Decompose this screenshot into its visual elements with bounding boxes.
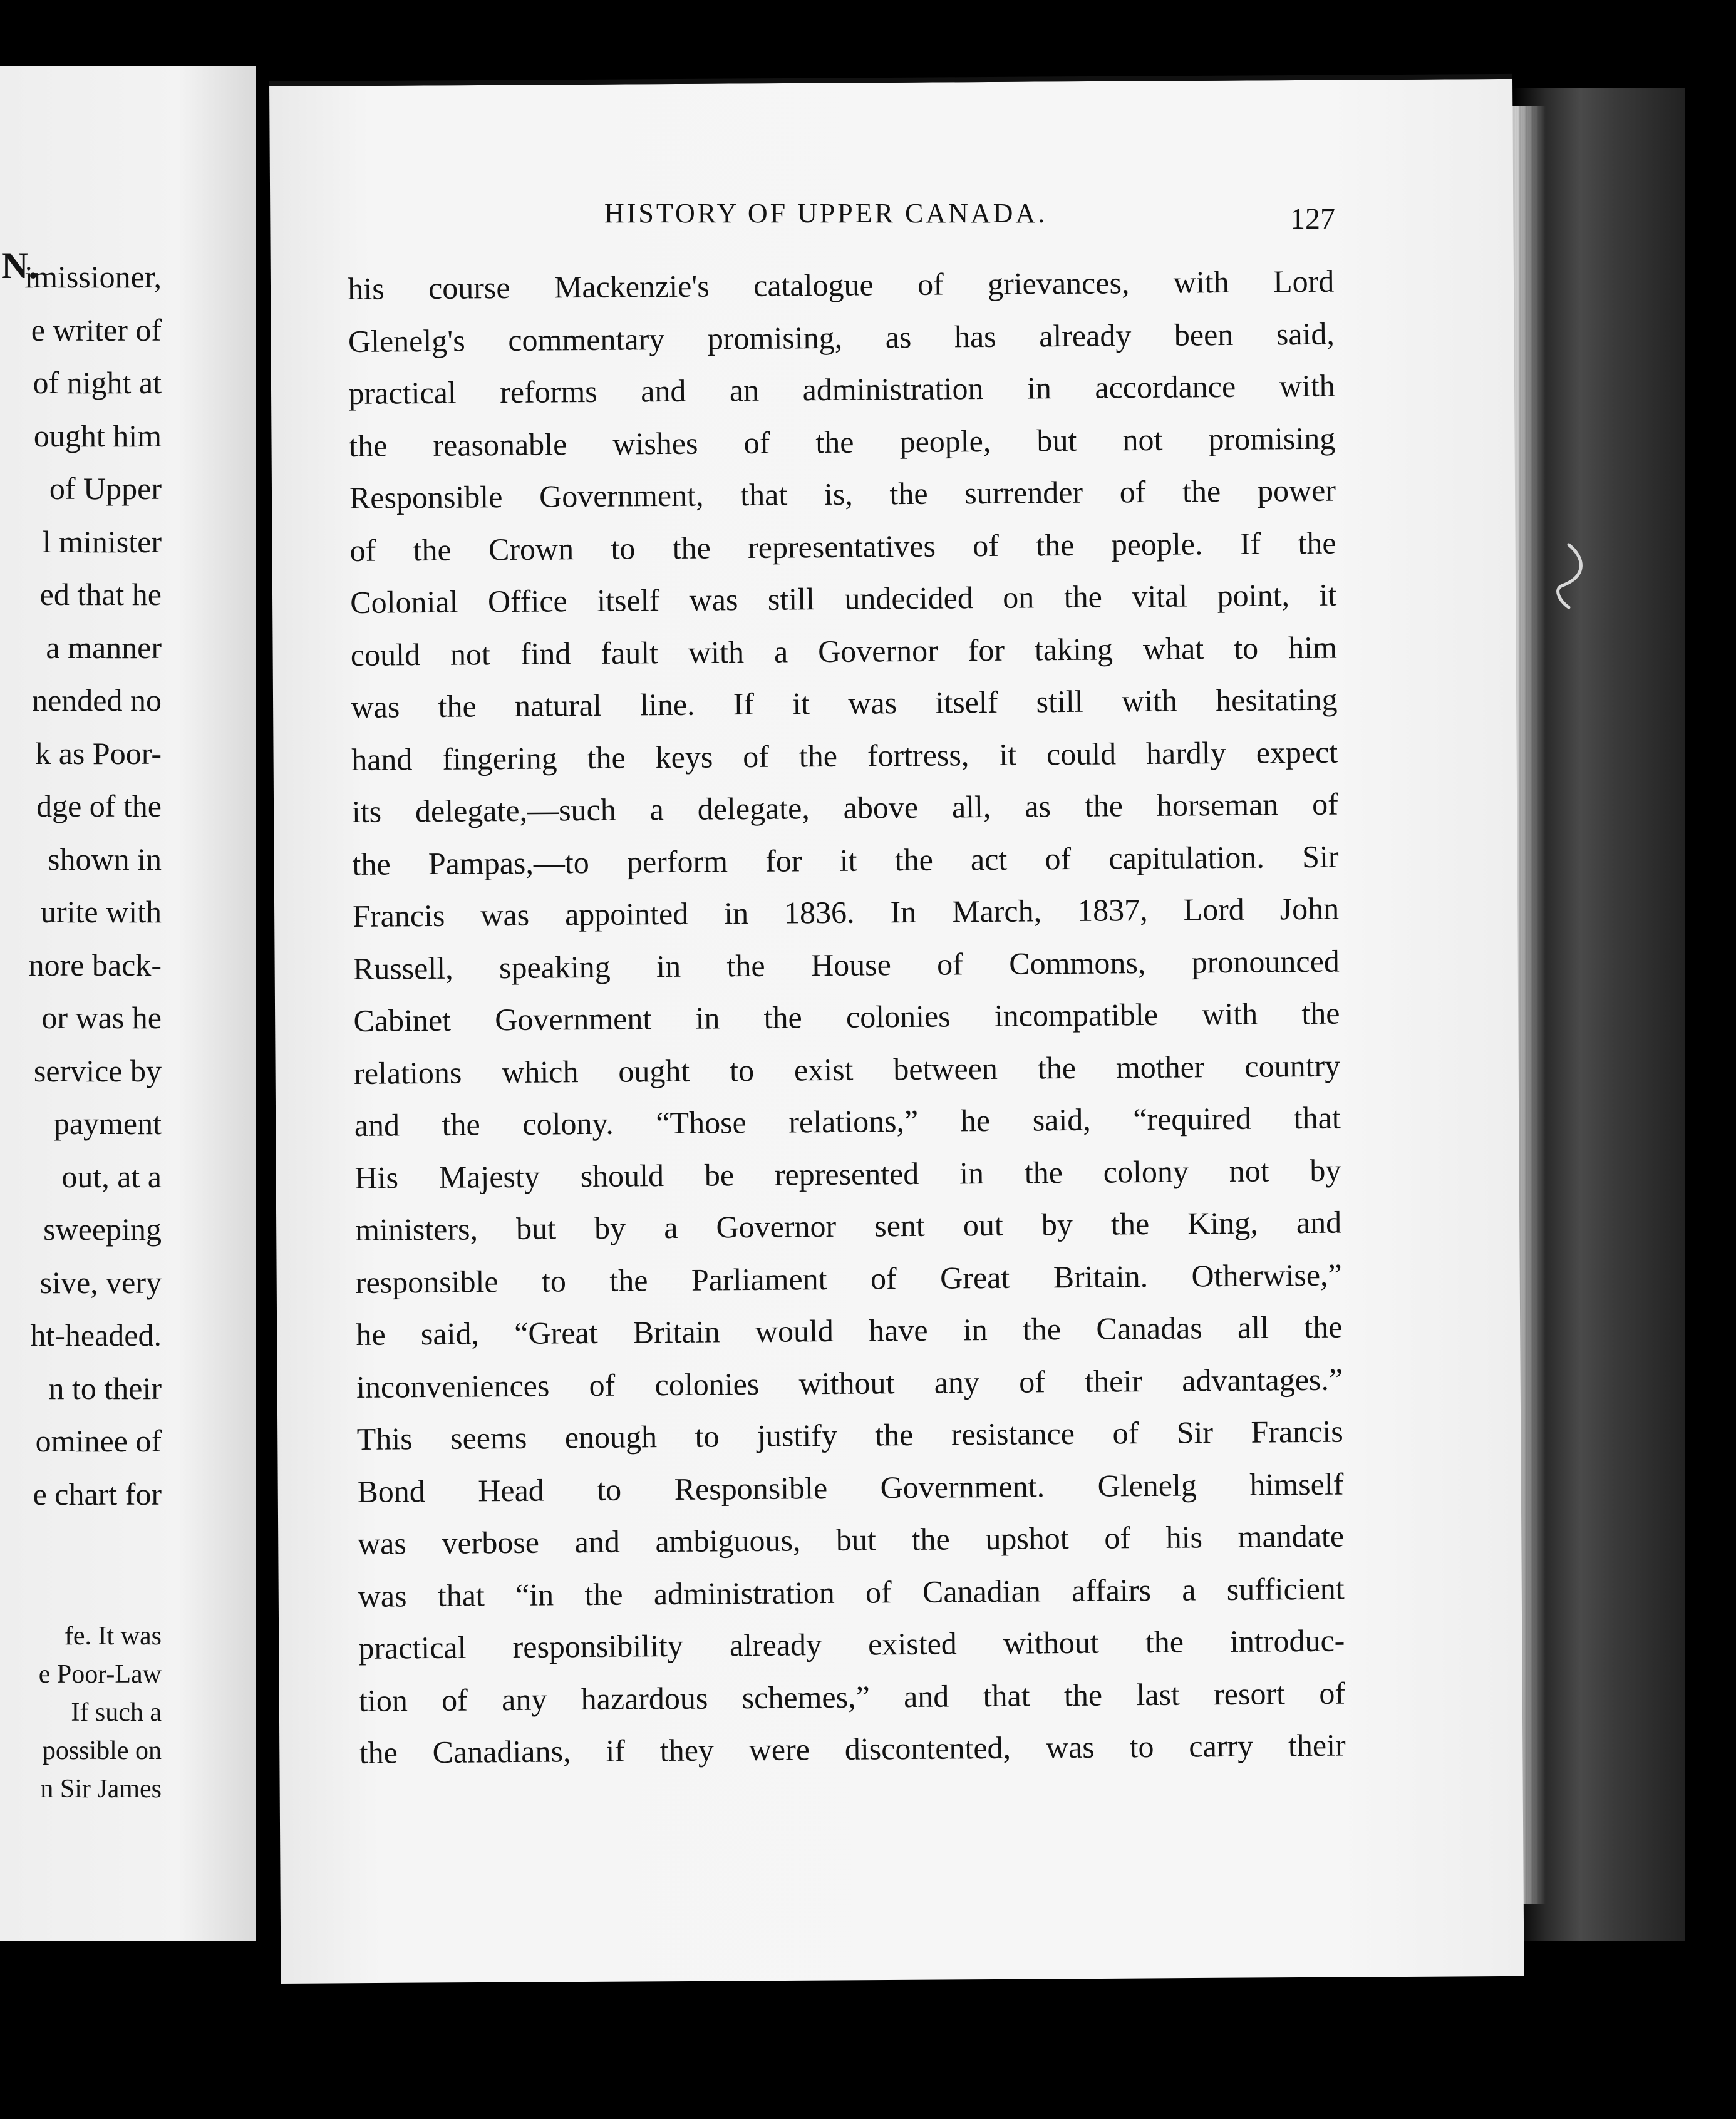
body-text xyxy=(348,255,1346,1780)
text-line: This seems enough to justify the resistance of Sir Francis xyxy=(356,1413,1343,1456)
text-line: Responsible Government, that is, the surrender of the power xyxy=(349,472,1336,515)
page-number: 127 xyxy=(1290,202,1335,235)
text-line: practical responsibility already existed without the introduc- xyxy=(358,1622,1345,1666)
text-line: Francis was appointed in 1836. In March, 1837, Lord John xyxy=(352,890,1340,934)
left-note-line: possible on xyxy=(42,1736,162,1765)
left-note-line: If such a xyxy=(71,1698,162,1727)
text-line: its delegate,—such a delegate, above all, as the horseman of xyxy=(351,786,1339,829)
left-page-heading-fragment: N. xyxy=(1,245,38,286)
text-line: Glenelg's commentary promising, as has already been said, xyxy=(348,316,1335,359)
text-line: of the Crown to the representatives of the people. If the xyxy=(349,525,1336,568)
left-line: shown in xyxy=(48,841,162,877)
text-line: the Pampas,—to perform for it the act of capitulation. Sir xyxy=(352,838,1339,882)
left-line: a manner xyxy=(46,629,162,665)
left-line: ht-headed. xyxy=(30,1317,162,1353)
text-line: responsible to the Parliament of Great Britain. Otherwise,” xyxy=(355,1257,1342,1300)
left-line: nended no xyxy=(32,683,162,718)
left-line: nore back- xyxy=(28,947,162,982)
left-line: k as Poor- xyxy=(35,735,162,771)
text-line: tion of any hazardous schemes,” and that the last resort of xyxy=(358,1675,1346,1718)
text-line: relations which ought to exist between the mother country xyxy=(353,1048,1341,1091)
left-line: of Upper xyxy=(49,471,162,506)
left-page xyxy=(0,66,256,1941)
left-line: ominee of xyxy=(35,1423,162,1458)
left-line: l minister xyxy=(42,523,162,559)
left-note-line: fe. It was xyxy=(64,1622,162,1651)
text-line: ministers, but by a Governor sent out by the King, and xyxy=(354,1204,1342,1247)
left-note-line: e Poor-Law xyxy=(38,1660,162,1689)
text-line: Colonial Office itself was still undecided on the vital point, it xyxy=(350,577,1337,620)
left-line: out, at a xyxy=(61,1158,162,1194)
running-head: HISTORY OF UPPER CANADA. xyxy=(604,198,1048,229)
text-line: Bond Head to Responsible Government. Glenelg himself xyxy=(357,1466,1344,1509)
left-line: payment xyxy=(53,1106,162,1141)
text-line: and the colony. “Those relations,” he said, “required that xyxy=(354,1100,1341,1143)
text-line: was that “in the administration of Canadian affairs a sufficient xyxy=(358,1570,1345,1614)
left-line: e writer of xyxy=(31,312,162,348)
text-line: was the natural line. If it was itself still with hesitating xyxy=(351,681,1338,724)
left-line: imissioner, xyxy=(24,259,162,294)
left-line: sweeping xyxy=(43,1212,162,1247)
left-line: ed that he xyxy=(39,577,162,612)
text-line: his course Mackenzie's catalogue of grievances, with Lord xyxy=(348,263,1335,306)
left-line: service by xyxy=(33,1053,162,1088)
text-line: he said, “Great Britain would have in the Canadas all the xyxy=(356,1309,1343,1352)
left-line: e chart for xyxy=(33,1476,162,1512)
left-page-footnote xyxy=(39,1617,162,1808)
text-line: could not find fault with a Governor for taking what to him xyxy=(350,629,1338,673)
text-line: inconveniences of colonies without any of their advantages.” xyxy=(356,1361,1343,1405)
left-line: of night at xyxy=(33,365,162,400)
text-line: the Canadians, if they were discontented, was to carry their xyxy=(359,1727,1346,1770)
left-page-text xyxy=(24,250,162,1520)
left-line: ought him xyxy=(33,418,162,453)
text-line: hand fingering the keys of the fortress, it could hardly expect xyxy=(351,734,1338,777)
text-line: was verbose and ambiguous, but the upshot of his mandate xyxy=(357,1518,1345,1561)
text-line: His Majesty should be represented in the colony not by xyxy=(354,1152,1341,1195)
left-line: n to their xyxy=(48,1370,162,1406)
left-line: dge of the xyxy=(36,788,162,823)
pencil-mark xyxy=(1550,539,1594,614)
left-line: sive, very xyxy=(39,1264,162,1300)
left-line: urite with xyxy=(40,894,162,929)
left-note-line: n Sir James xyxy=(40,1775,162,1803)
text-line: practical reforms and an administration in accordance with xyxy=(348,368,1335,411)
left-line: or was he xyxy=(41,1000,162,1035)
text-line: Russell, speaking in the House of Commons, pronounced xyxy=(353,943,1340,986)
text-line: Cabinet Government in the colonies incompatible with the xyxy=(353,995,1340,1038)
text-line: the reasonable wishes of the people, but not promising xyxy=(349,420,1336,463)
